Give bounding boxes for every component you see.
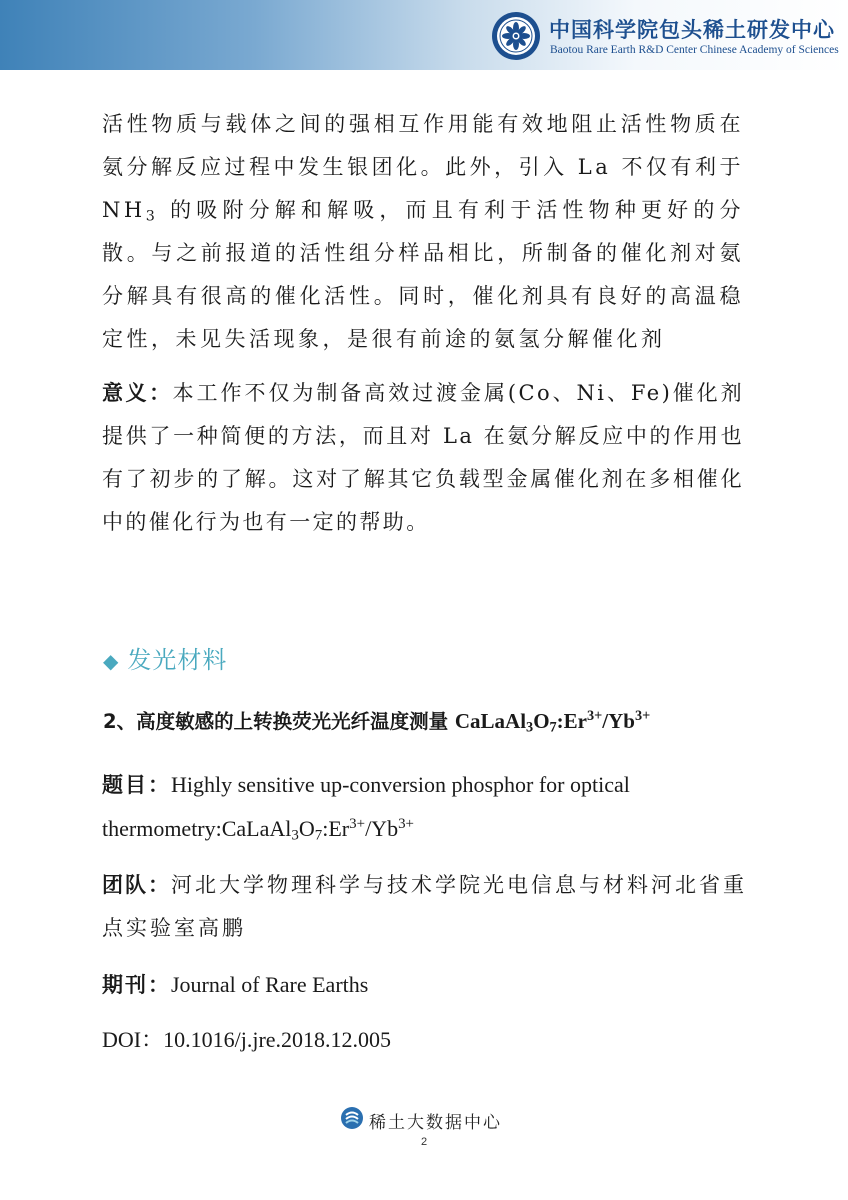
paragraph-results bbox=[102, 103, 744, 361]
formula-part: CaLaAl bbox=[454, 709, 527, 733]
page-number: 2 bbox=[420, 1136, 428, 1148]
topic-text-main: Highly sensitive up-conversion phosphor for optical thermometry:CaLaAl bbox=[102, 772, 630, 841]
footer-name: 稀土大数据中心 bbox=[369, 1113, 502, 1133]
topic-text bbox=[102, 772, 630, 844]
topic-label: 题目： bbox=[102, 773, 171, 797]
formula-superscript: 3+ bbox=[398, 815, 414, 832]
formula-superscript: 3+ bbox=[349, 815, 366, 832]
main-content bbox=[102, 103, 744, 544]
team-label: 团队： bbox=[102, 873, 171, 897]
cas-seal-logo-icon bbox=[491, 11, 541, 61]
team-line bbox=[102, 864, 752, 950]
org-name-en: Baotou Rare Earth R&D Center Chinese Academy of Sciences bbox=[550, 44, 839, 56]
rare-earth-data-logo-icon bbox=[340, 1106, 364, 1130]
formula-part: /Yb bbox=[602, 709, 635, 733]
formula-subscript: 7 bbox=[314, 827, 323, 844]
formula-superscript: 3+ bbox=[587, 708, 603, 725]
paragraph-significance bbox=[102, 372, 744, 544]
paragraph-results-text: 活性物质与载体之间的强相互作用能有效地阻止活性物质在氨分解反应过程中发生银团化。此外，引入 La 不仅有利于 NH bbox=[102, 112, 744, 222]
formula-subscript: 7 bbox=[549, 719, 557, 736]
formula-part: O bbox=[298, 816, 315, 841]
doi-label: DOI： bbox=[102, 1027, 164, 1052]
journal-text: Journal of Rare Earths bbox=[171, 972, 369, 997]
significance-label: 意义： bbox=[102, 381, 173, 405]
formula-part: /Yb bbox=[365, 816, 399, 841]
significance-text: 本工作不仅为制备高效过渡金属(Co、Ni、Fe)催化剂提供了一种简便的方法，而且对 La 在氨分解反应中的作用也有了初步的了解。这对了解其它负载型金属催化剂在多相催化中的催化行为也有一定的帮助。 bbox=[102, 381, 745, 534]
formula-subscript: 3 bbox=[291, 827, 299, 844]
journal-line bbox=[102, 963, 752, 1007]
section-title: 发光材料 bbox=[127, 646, 228, 674]
paragraph-results-tail: 的吸附分解和解吸，而且有利于活性物种更好的分散。与之前报道的活性组分样品相比，所制备的催化剂对氨分解具有很高的催化活性。同时，催化剂具有良好的高温稳定性，未见失活现象，是很有前途的氨氢分解催化剂 bbox=[102, 198, 744, 351]
doi-line bbox=[102, 1018, 752, 1062]
org-name-cn: 中国科学院包头稀土研发中心 bbox=[549, 18, 835, 42]
article-title-text: 2、高度敏感的上转换荧光光纤温度测量 bbox=[103, 710, 455, 733]
article-title bbox=[103, 706, 650, 734]
doi-text: 10.1016/j.jre.2018.12.005 bbox=[163, 1027, 392, 1052]
formula-part: O bbox=[533, 709, 550, 733]
formula-subscript: 3 bbox=[526, 719, 534, 736]
formula-superscript: 3+ bbox=[634, 708, 651, 725]
team-text: 河北大学物理科学与技术学院光电信息与材料河北省重点实验室高鹏 bbox=[102, 873, 747, 940]
formula-part: :Er bbox=[322, 816, 350, 841]
paragraph-results-subscript: 3 bbox=[145, 208, 159, 225]
journal-label: 期刊： bbox=[102, 973, 171, 997]
section-heading bbox=[103, 640, 227, 675]
diamond-icon: ◆ bbox=[103, 649, 120, 673]
topic-line bbox=[102, 763, 752, 851]
formula-part: :Er bbox=[556, 709, 587, 733]
article-title-formula bbox=[454, 708, 651, 736]
